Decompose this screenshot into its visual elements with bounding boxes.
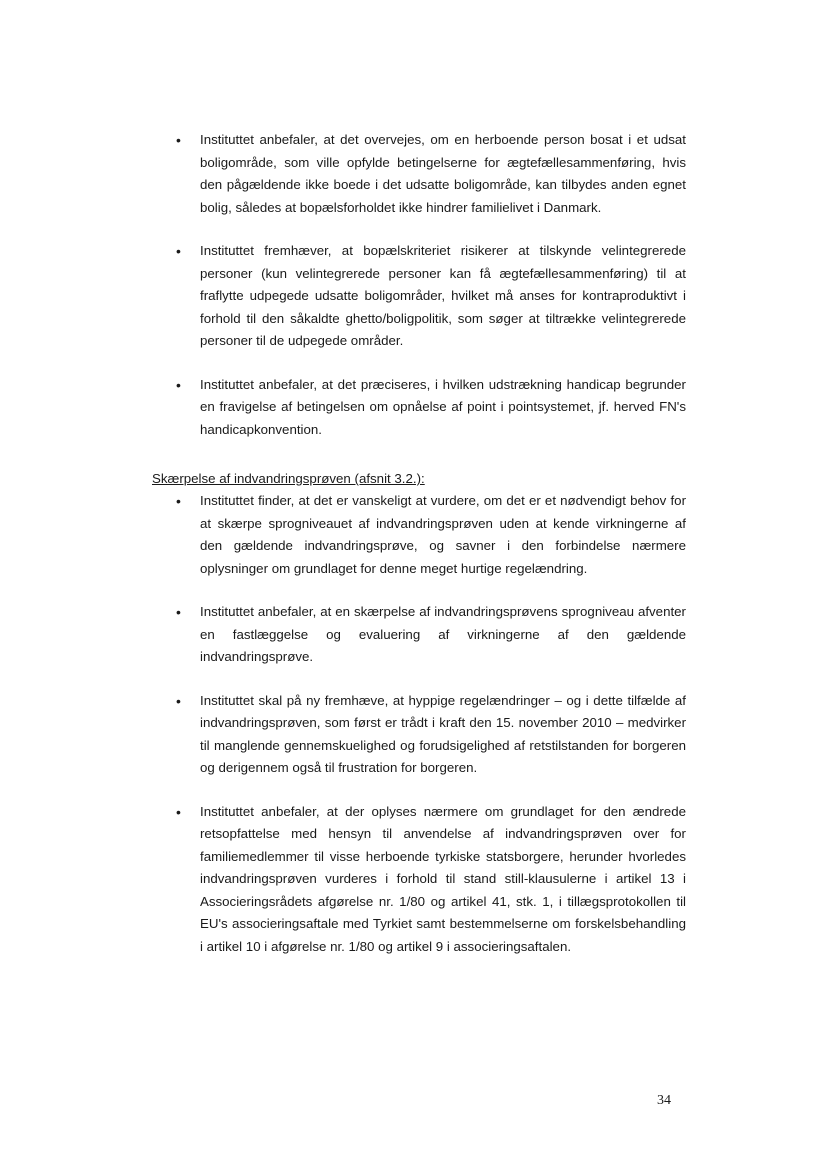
list-item-text: Instituttet anbefaler, at det overvejes, om en herboende person bosat i et udsat boligområde, som ville opfylde betingelserne for ægtefællesammenføring, hvis den pågældende ikke boede i det udsatte boligområde, kan tilbydes anden egnet bolig, således at bopælsforholdet ikke hindrer familielivet i Danmark. (200, 132, 686, 215)
bullet-icon: • (176, 493, 181, 509)
list-item (176, 374, 686, 442)
list-item (176, 240, 686, 353)
bullet-icon: • (176, 604, 181, 620)
section-heading: Skærpelse af indvandringsprøven (afsnit 3.2.): (152, 471, 425, 486)
list-item-text: Instituttet skal på ny fremhæve, at hyppige regelændringer – og i dette tilfælde af indvandringsprøven, som først er trådt i kraft den 15. november 2010 – medvirker til manglende gennemskuelighed og forudsigelighed af retstilstanden for borgeren og derigennem også til frustration for borgeren. (200, 692, 686, 775)
bullet-icon: • (176, 132, 181, 148)
list-item (176, 690, 686, 780)
bullet-icon: • (176, 692, 181, 709)
list-item-text: Instituttet finder, at det er vanskeligt at vurdere, om det er et nødvendigt behov for at skærpe sprogniveauet af indvandringsprøven uden at kende virkningerne af den gældende indvandringsprøve, og savner i den forbindelse nærmere oplysninger om grundlaget for denne meget hurtige regelændring. (200, 493, 686, 576)
bullet-icon: • (176, 376, 181, 393)
list-item (176, 129, 686, 219)
bullet-icon: • (176, 803, 181, 820)
page-number: 34 (657, 1093, 671, 1108)
bullet-icon: • (176, 243, 181, 259)
list-item-text: Instituttet anbefaler, at der oplyses nærmere om grundlaget for den ændrede retsopfattelse med hensyn til anvendelse af indvandringsprøven over for familiemedlemmer til visse herboende tyrkiske statsborgere, herunder hvorledes indvandringsprøven vurderes i forhold til stand still-klausulerne i artikel 13 i Associeringsrådets afgørelse nr. 1/80 og artikel 41, stk. 1, i tillægsprotokollen til EU's associeringsaftale med Tyrkiet samt bestemmelserne om forskelsbehandling i artikel 10 i afgørelse nr. 1/80 og artikel 9 i associeringsaftalen. (200, 803, 686, 954)
list-item (176, 490, 686, 580)
list-item (176, 801, 686, 959)
list-item-text: Instituttet anbefaler, at en skærpelse af indvandringsprøvens sprogniveau afventer en fastlæggelse og evaluering af virkningerne af den gældende indvandringsprøve. (200, 604, 686, 664)
bullet-list-section-1 (176, 129, 686, 462)
list-item-text: Instituttet fremhæver, at bopælskriteriet risikerer at tilskynde velintegrerede personer (kun velintegrerede personer kan få ægtefællesammenføring) til at fraflytte udpegede udsatte boligområder, hvilket må anses for kontraproduktivt i forhold til den såkaldte ghetto/boligpolitik, som søger at tiltrække velintegrerede personer til de udpegede områder. (200, 243, 686, 348)
bullet-list-section-2 (176, 490, 686, 979)
list-item (176, 601, 686, 669)
list-item-text: Instituttet anbefaler, at det præciseres, i hvilken udstrækning handicap begrunder en fravigelse af betingelsen om opnåelse af point i pointsystemet, jf. herved FN's handicapkonvention. (200, 376, 686, 437)
